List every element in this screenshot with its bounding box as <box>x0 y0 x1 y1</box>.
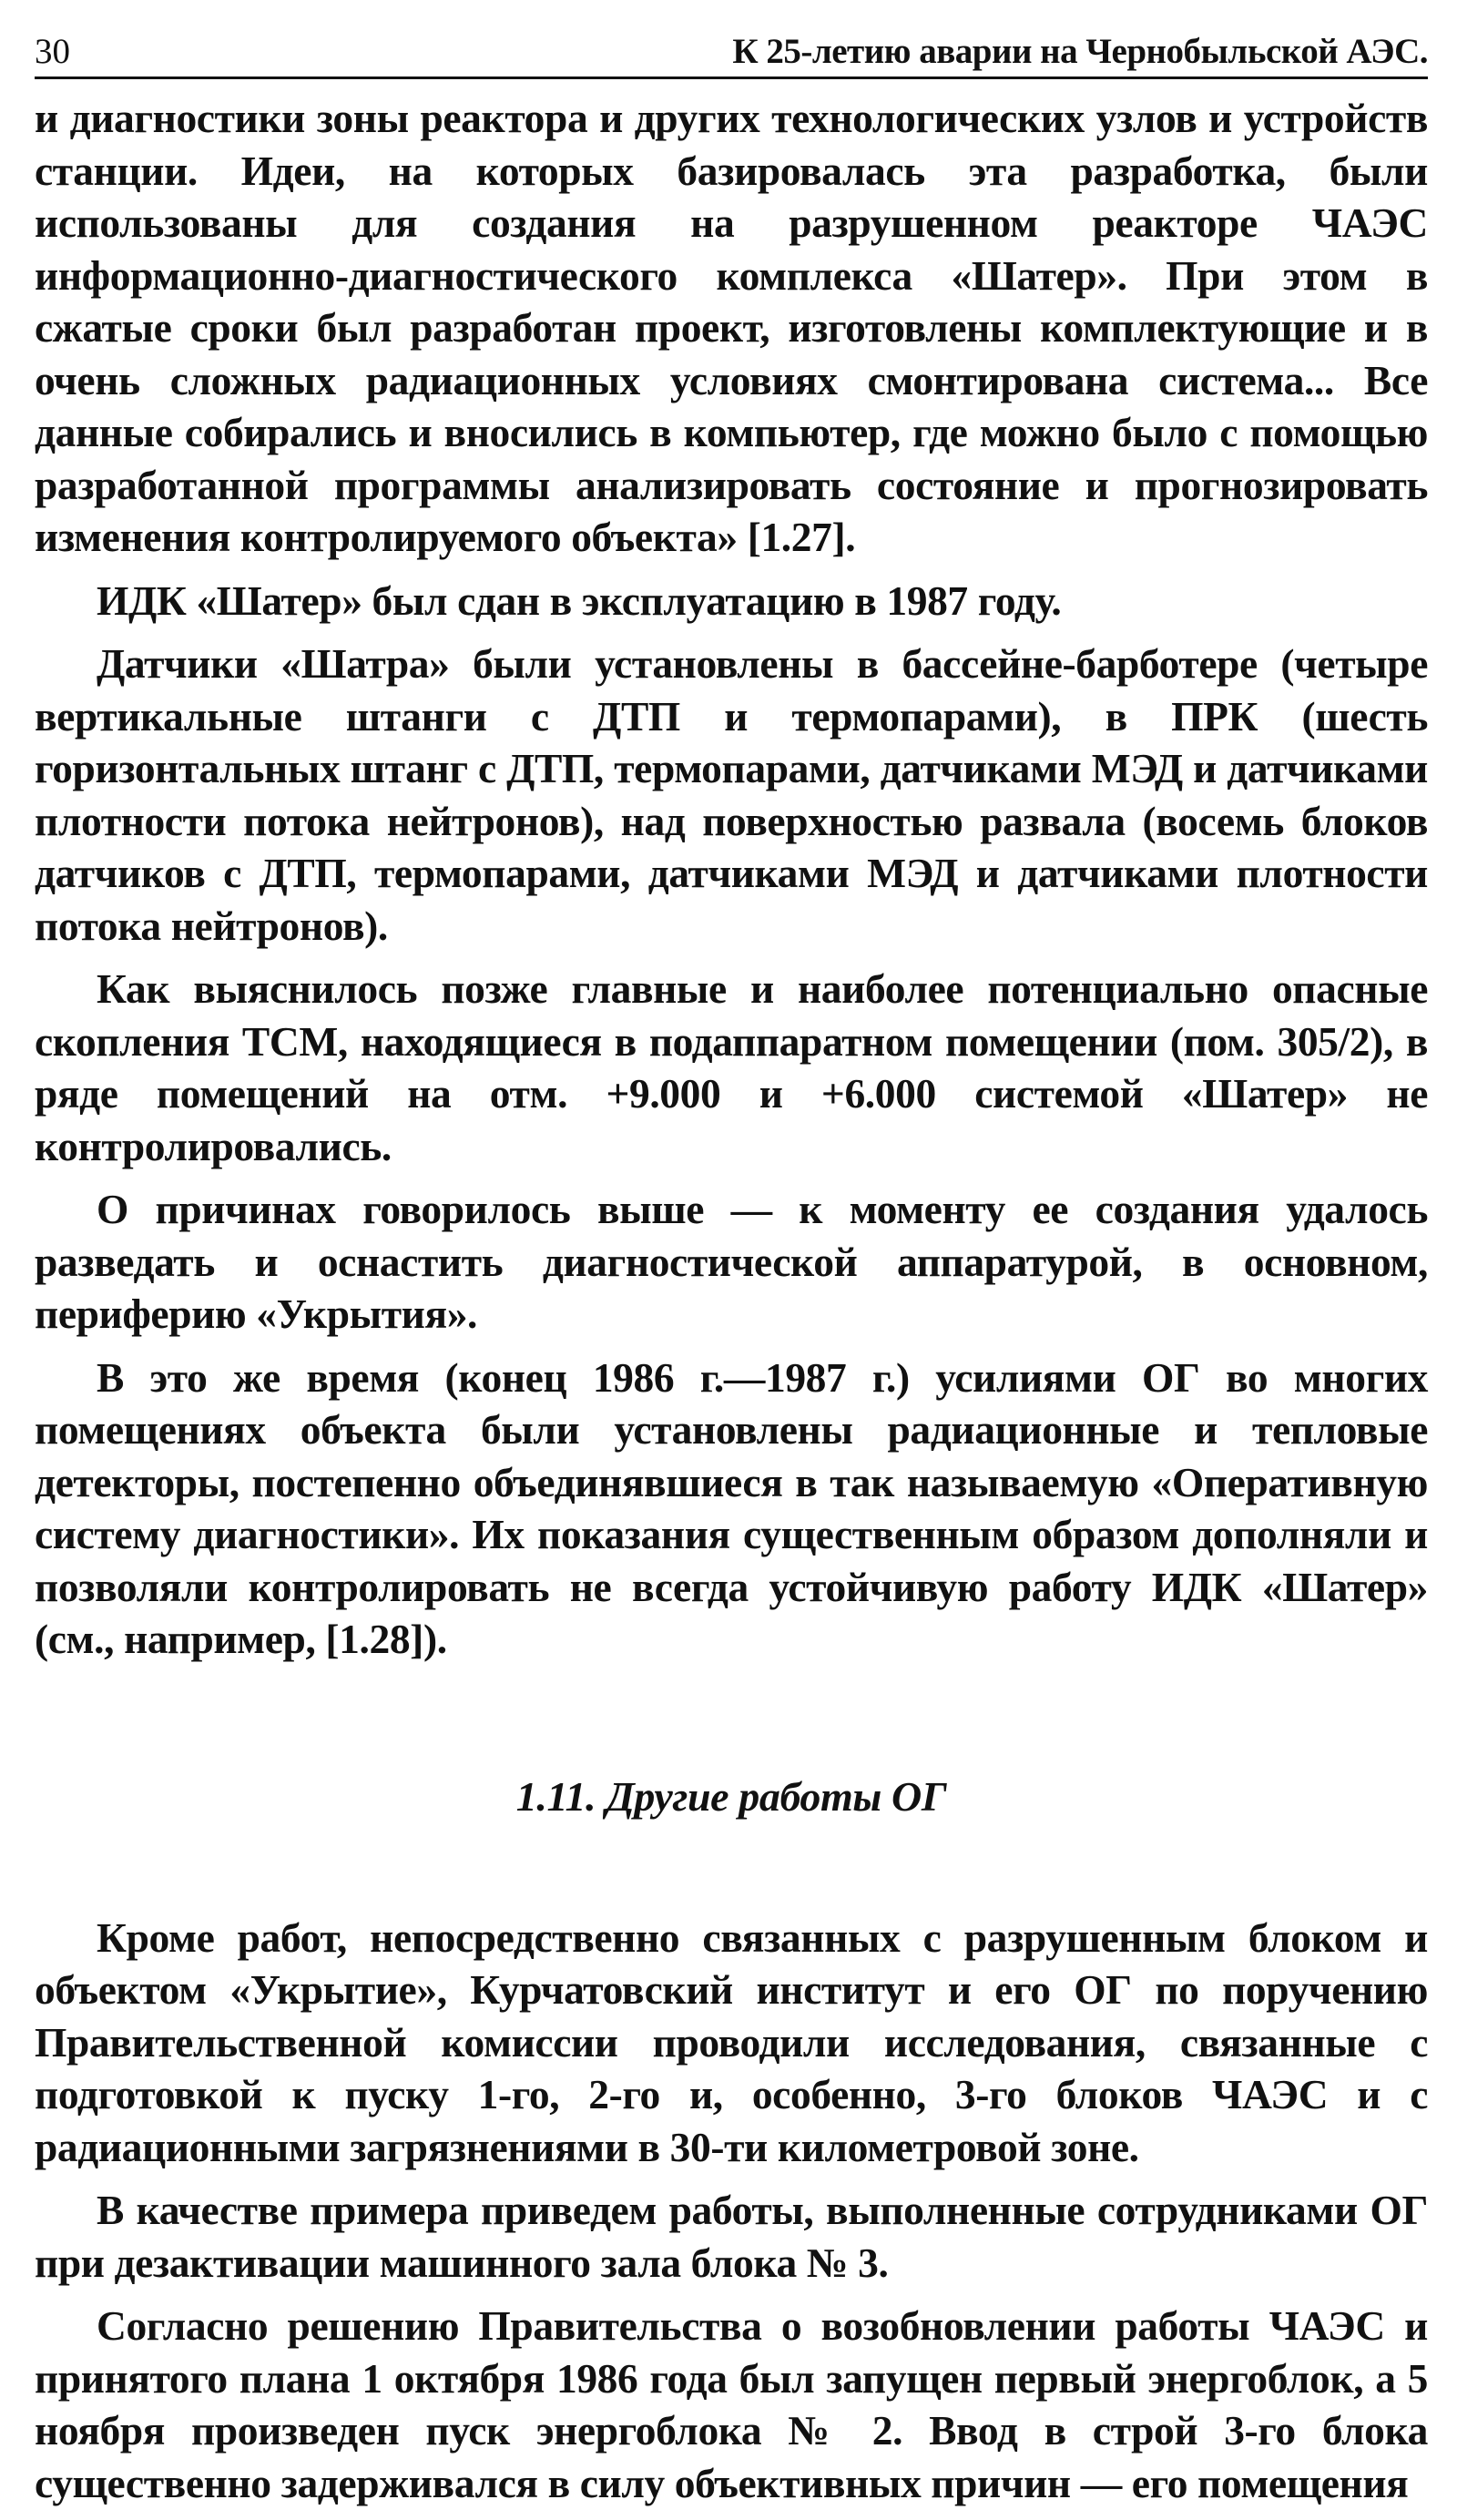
paragraph: О причинах говорилось выше — к моменту ее создания удалось разведать и оснастить диагностической аппаратурой, в основном, периферию «Укрытия». <box>35 1186 1428 1337</box>
paragraph: Согласно решению Правительства о возобновлении работы ЧАЭС и принятого плана 1 октября 1986 года был запущен первый энергоблок, а 5 ноября произведен пуск энергоблока № 2. Ввод в строй 3-го блока существенно задерживался в силу объективных причин — его помещения <box>35 2302 1428 2506</box>
book-page <box>35 26 1428 2520</box>
paragraph: В качестве примера приведем работы, выполненные сотрудниками ОГ при дезактивации машинного зала блока № 3. <box>35 2187 1428 2286</box>
paragraph: и диагностики зоны реактора и других технологических узлов и устройств станции. Идеи, на которых базировалась эта разработка, были использованы для создания на разрушенном реакторе ЧАЭС информационно-диагностического комплекса «Шатер». При этом в сжатые сроки был разработан проект, изготовлены комплектующие и в очень сложных радиационных условиях смонтирована система... Все данные собирались и вносились в компьютер, где можно было с помощью разработанной программы анализировать состояние и прогнозировать изменения контролируемого объекта» [1.27]. <box>35 95 1428 560</box>
paragraph: В это же время (конец 1986 г.—1987 г.) усилиями ОГ во многих помещениях объекта были установлены радиационные и тепловые детекторы, постепенно объединявшиеся в так называемую «Оперативную систему диагностики». Их показания существенным образом дополняли и позволяли контролировать не всегда устойчивую работу ИДК «Шатер» (см., например, [1.28]). <box>35 1353 1428 1662</box>
paragraph: Как выяснилось позже главные и наиболее потенциально опасные скопления ТСМ, находящиеся в подаппаратном помещении (пом. 305/2), в ряде помещений на отм. +9.000 и +6.000 системой «Шатер» не контролировались. <box>35 965 1428 1169</box>
paragraph: ИДК «Шатер» был сдан в эксплуатацию в 1987 году. <box>97 576 1062 624</box>
running-header <box>35 26 1428 79</box>
page-number: 30 <box>35 32 70 71</box>
main-text <box>35 92 1428 2509</box>
running-header-title: К 25-летию аварии на Чернобыльской АЭС. <box>732 32 1428 71</box>
section-heading: 1.11. Другие работы ОГ <box>515 1772 947 1820</box>
paragraph: Датчики «Шатра» были установлены в бассейне-барботере (четыре вертикальные штанги с ДТП и термопарами), в ПРК (шесть горизонтальных штанг с ДТП, термопарами, датчиками МЭД и датчиками плотности потока нейтронов), над поверхностью развала (восемь блоков датчиков с ДТП, термопарами, датчиками МЭД и датчиками плотности потока нейтронов). <box>35 640 1428 949</box>
paragraph: Кроме работ, непосредственно связанных с разрушенным блоком и объектом «Укрытие», Курчатовский институт и его ОГ по поручению Правительственной комиссии проводили исследования, связанные с подготовкой к пуску 1-го, 2-го и, особенно, 3-го блоков ЧАЭС и с радиационными загрязнениями в 30-ти километровой зоне. <box>35 1913 1428 2170</box>
